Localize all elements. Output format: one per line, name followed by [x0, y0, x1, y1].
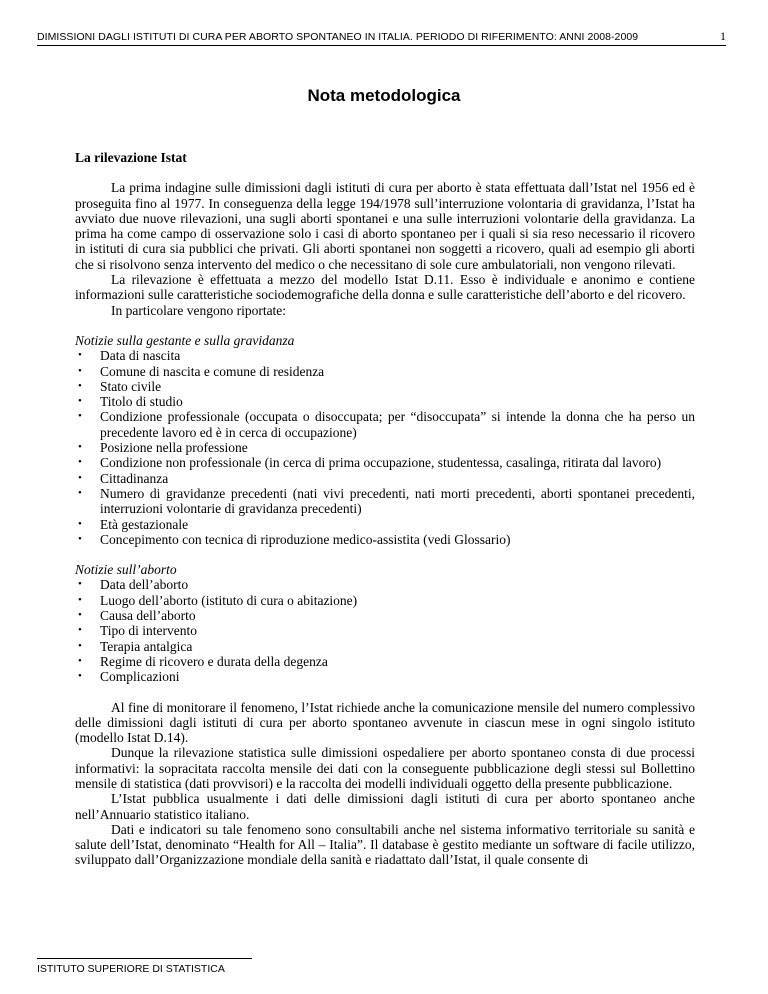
- list-group-gestante: [75, 333, 695, 547]
- bullet-icon: •: [78, 379, 82, 392]
- page-title: Nota metodologica: [307, 86, 461, 105]
- list-item-text: Condizione non professionale (in cerca di prima occupazione, studentessa, casalinga, ritirata dal lavoro): [100, 455, 662, 471]
- list-item-text: Titolo di studio: [100, 394, 183, 410]
- list-item: [75, 532, 695, 547]
- list-item: [75, 440, 695, 455]
- list-item: [75, 364, 695, 379]
- list-item: [75, 577, 695, 592]
- footer-institution: ISTITUTO SUPERIORE DI STATISTICA: [37, 963, 225, 975]
- footer-rule: [37, 958, 252, 959]
- list-item-text: Numero di gravidanze precedenti (nati vivi precedenti, nati morti precedenti, aborti spontanei precedenti, interruzioni volontarie di gravidanza precedenti): [100, 485, 695, 517]
- list-item-text: Causa dell’aborto: [100, 608, 196, 624]
- bullet-icon: •: [78, 349, 82, 362]
- list-group-aborto: [75, 562, 695, 684]
- list-item-text: Cittadinanza: [100, 470, 169, 486]
- body-paragraph: Al fine di monitorare il fenomeno, l’Istat richiede anche la comunicazione mensile del numero complessivo delle dimissioni dagli istituti di cura per aborto spontaneo avvenute in ciascun mese in ogni singolo istituto (modello Istat D.14).: [75, 699, 695, 746]
- list-item: [75, 409, 695, 440]
- bullet-icon: •: [78, 654, 82, 667]
- list-item: [75, 639, 695, 654]
- intro-paragraph: La prima indagine sulle dimissioni dagli istituti di cura per aborto è stata effettuata dall’Istat nel 1956 ed è proseguita fino al 1977. In conseguenza della legge 194/1978 sull’interruzione volontaria di gravidanza, l’Istat ha avviato due nuove rilevazioni, una sugli aborti spontanei e una sulle interruzioni volontarie della gravidanza. La prima ha come campo di osservazione solo i casi di aborto spontaneo per i quali si sia reso necessario il ricovero in istituti di cura sia pubblici che privati. Gli aborti spontanei non soggetti a ricovero, quali ad esempio gli aborti che si risolvono senza intervento del medico o che necessitano di sole cure ambulatoriali, non vengono rilevati.: [75, 180, 695, 272]
- list-group-title: Notizie sull’aborto: [75, 562, 177, 578]
- running-header: DIMISSIONI DAGLI ISTITUTI DI CURA PER ABORTO SPONTANEO IN ITALIA. PERIODO DI RIFERIMENTO: ANNI 2008-2009: [37, 31, 639, 43]
- bullet-icon: •: [78, 670, 82, 683]
- bullet-icon: •: [78, 456, 82, 469]
- bullet-icon: •: [78, 395, 82, 408]
- list-item: [75, 455, 695, 470]
- section-heading: La rilevazione Istat: [75, 150, 187, 165]
- list-item-text: Complicazioni: [100, 669, 180, 685]
- list-item-text: Regime di ricovero e durata della degenza: [100, 653, 328, 669]
- bullet-icon: •: [78, 624, 82, 637]
- page-number: 1: [720, 29, 726, 43]
- list-item-text: Terapia antalgica: [100, 638, 193, 654]
- bullet-list: [75, 348, 695, 547]
- list-item-text: Condizione professionale (occupata o disoccupata; per “disoccupata” si intende la donna che ha perso un precedente lavoro ed è in cerca di occupazione): [100, 409, 695, 440]
- lead-in-line: In particolare vengono riportate:: [111, 302, 287, 318]
- list-item-text: Luogo dell’aborto (istituto di cura o abitazione): [100, 592, 358, 608]
- bullet-icon: •: [78, 441, 82, 454]
- list-item: [75, 471, 695, 486]
- list-item-text: Data dell’aborto: [100, 577, 189, 593]
- bullet-icon: •: [78, 639, 82, 652]
- list-item: [75, 623, 695, 638]
- bullet-icon: •: [78, 471, 82, 484]
- document-body: [75, 150, 695, 868]
- body-paragraph: L’Istat pubblica usualmente i dati delle dimissioni dagli istituti di cura per aborto spontaneo anche nell’Annuario statistico italiano.: [75, 791, 695, 822]
- list-item-text: Concepimento con tecnica di riproduzione medico-assistita (vedi Glossario): [100, 531, 511, 547]
- list-item: [75, 486, 695, 517]
- list-item-text: Comune di nascita e comune di residenza: [100, 363, 325, 379]
- list-item: [75, 593, 695, 608]
- body-paragraph: Dati e indicatori su tale fenomeno sono consultabili anche nel sistema informativo territoriale su sanità e salute dell’Istat, denominato “Health for All – Italia”. Il database è gestito mediante un software di facile utilizzo, sviluppato dall’Organizzazione mondiale della sanità e riadattato dall’Istat, il quale consente di: [75, 821, 695, 868]
- list-item-text: Tipo di intervento: [100, 623, 198, 639]
- closing-section: [75, 700, 695, 868]
- bullet-icon: •: [78, 364, 82, 377]
- list-item: [75, 348, 695, 363]
- list-item: [75, 379, 695, 394]
- list-item-text: Stato civile: [100, 378, 162, 394]
- bullet-icon: •: [78, 532, 82, 545]
- body-paragraph: Dunque la rilevazione statistica sulle dimissioni ospedaliere per aborto spontaneo consta di due processi informativi: la sopracitata raccolta mensile dei dati con la conseguente pubblicazione degli stessi sul Bollettino mensile di statistica (dati provvisori) e la raccolta dei modelli individuali oggetto della presente pubblicazione.: [75, 745, 695, 791]
- bullet-icon: •: [78, 578, 82, 591]
- bullet-icon: •: [78, 609, 82, 622]
- list-item-text: Posizione nella professione: [100, 440, 248, 456]
- intro-paragraph: La rilevazione è effettuata a mezzo del modello Istat D.11. Esso è individuale e anonimo e contiene informazioni sulle caratteristiche sociodemografiche della donna e sulle caratteristiche dell’aborto e del ricovero.: [75, 272, 695, 303]
- list-item: [75, 517, 695, 532]
- list-item: [75, 394, 695, 409]
- list-item-text: Data di nascita: [100, 348, 181, 364]
- list-item-text: Età gestazionale: [100, 516, 189, 532]
- bullet-icon: •: [78, 593, 82, 606]
- list-group-title: Notizie sulla gestante e sulla gravidanza: [75, 332, 295, 348]
- list-item: [75, 608, 695, 623]
- bullet-icon: •: [78, 517, 82, 530]
- list-item: [75, 669, 695, 684]
- header-rule: [37, 45, 726, 46]
- bullet-list: [75, 577, 695, 684]
- bullet-icon: •: [78, 410, 82, 423]
- bullet-icon: •: [78, 486, 82, 499]
- list-item: [75, 654, 695, 669]
